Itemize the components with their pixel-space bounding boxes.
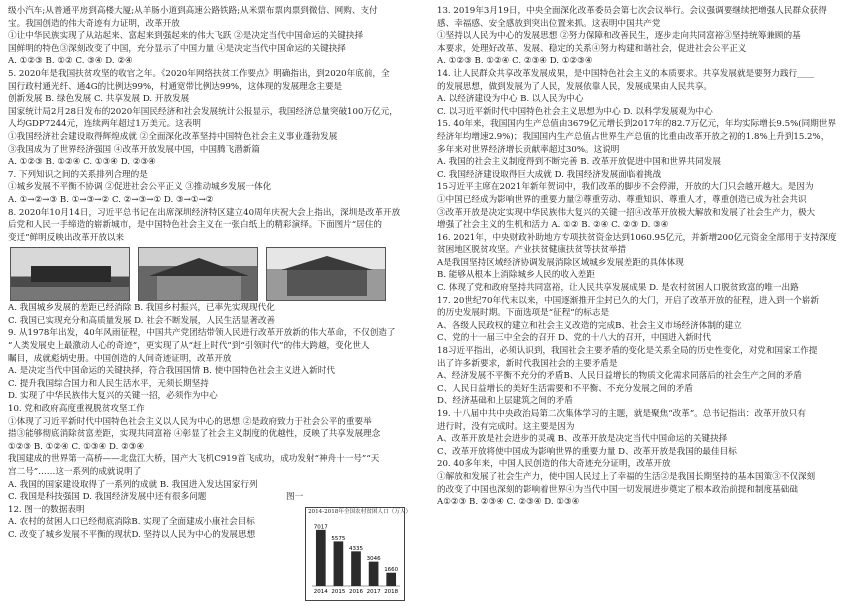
question-line: 的发展思想，做到发展为了人民，发展依靠人民，发展成果由人民共享。	[437, 81, 713, 92]
question-line: 宝。我国创造的伟大奇迹有力证明，改革开放	[8, 18, 180, 29]
question-line: 7. 下列知识之间的关系排列合理的是	[8, 169, 148, 180]
chart-bar	[351, 551, 361, 586]
question-line: 多年来对世界经济增长贡献率超过30%。这说明	[437, 144, 620, 155]
question-line: A、经济发展不平衡不充分的矛盾B、人民日益增长的物质文化需求同落后的社会生产之间的矛盾	[437, 371, 802, 382]
poverty-bar-chart	[305, 507, 412, 601]
question-line: A. 农村的贫困人口已经彻底消除B. 实现了全面建成小康社会目标	[8, 517, 255, 528]
question-line: ①中国已经成为影响世界的重要力量②尊重劳动、尊重知识、尊重人才，尊重创造已成为社会共识	[437, 194, 807, 205]
question-line: 出了许多新要求，新时代我国社会的主要矛盾是	[437, 358, 618, 369]
question-line: 15习近平主席在2021年新年贺词中，我们改革的脚步不会停滞，开放的大门只会越开越大。是因为	[437, 182, 814, 193]
chart-data-label: 3046	[366, 556, 381, 563]
question-line: A、各级人民政权的建立和社会主义改造的完成B、社会主义市场经济体制的建立	[437, 320, 742, 331]
question-line: 的改变了中国也深刻的影响着世界④为当代中国一切发展进步奠定了根本政治前提和制度基础础	[437, 484, 798, 495]
question-line: ①我国经济社会建设取得辉煌成就 ②全面深化改革坚持中国特色社会主义事业蓬勃发展	[8, 131, 338, 142]
question-line: 的历史发展时期。下面选项是“征程”的标志是	[437, 308, 610, 319]
question-line: 我国建成的世界第一高桥——北盘江大桥，国产大飞机C919首飞成功，成功发射“神舟十一号”“天	[8, 454, 380, 465]
question-line: 20. 40多年来，中国人民创造的伟大奇迹充分证明，改革开放	[437, 459, 671, 470]
question-line: 创新发展 B. 绿色发展 C. 共享发展 D. 开放发展	[8, 94, 190, 105]
question-line: A. 我国城乡发展的差距已经消除 B. 我国乡村振兴，已率先实现现代化	[8, 303, 275, 314]
question-line: 国家统计局2月28日发布的2020年国民经济和社会发展统计公报显示，我国经济总量突破100万亿元，	[8, 106, 398, 117]
question-line: A是我国坚持区域经济协调发展消除区域城乡发展差距的具体体现	[437, 257, 684, 268]
question-line: C. 我国已实现充分和高质量发展 D. 社会不断发展，人民生活显著改善	[8, 315, 276, 326]
question-line: 进行时，没有完成时。这主要是因为	[437, 421, 575, 432]
question-line: A. ①②③ B. ①②④ C. ①③④ D. ②③④	[8, 157, 156, 168]
question-line: C. 体现了党和政府坚持共同富裕，让人民共享发展成果 D. 是农村贫困人口脱贫致富的唯一出路	[437, 283, 799, 294]
housing-change-photos	[10, 247, 418, 299]
question-line: ①解放和发展了社会生产力，使中国人民过上了幸福的生活②是我国长期坚持的基本国策③不仅深刻	[437, 471, 816, 482]
chart-title: 2014-2018年全国农村贫困人口（万人）	[308, 509, 412, 515]
chart-tick-label: 2015	[331, 589, 346, 595]
question-line: “人类发展史上最激动人心的奇迹”，更实现了从“赶上时代”到“引领时代”的伟大跨越，变化世人	[8, 341, 370, 352]
question-line: 16. 2021年，中央财政补助地方专项扶贫资金达到1060.95亿元，并新增200亿元资金全部用于支持深度	[437, 232, 837, 243]
question-line: A①②③ B. ②③④ C. ②③④ D. ①③④	[437, 497, 580, 508]
question-line: A. 我国的社会主义制度得到不断完善 B. 改革开放促进中国和世界共同发展	[437, 157, 721, 168]
chart-tick-label: 2017	[366, 589, 381, 595]
chart-data-label: 7017	[313, 524, 328, 531]
question-line: 经济年均增速2.9%)；我国国内生产总值占世界生产总值的比重由改革开放之初的1.8%上升到15.2%，	[437, 131, 830, 142]
question-line: 后党和人民一手缔造的崭新城市，是中国特色社会主义在一张白纸上的精彩演绎。下面图片“居住的	[8, 220, 382, 231]
chart-tick-label: 2016	[349, 589, 363, 595]
chart-data-label: 4335	[349, 545, 363, 552]
question-line: C. 提升我国综合国力和人民生活水平，无须长期坚持	[8, 378, 209, 389]
question-line: 17. 20世纪70年代末以来，中国逐渐推开尘封已久的大门，开启了改革开放的征程，进入到一个崭新	[437, 295, 820, 306]
question-line: 5. 2020年是我国扶贫攻坚的收官之年。《2020年网络扶贫工作要点》明确指出，到2020年底前，全	[8, 68, 390, 79]
question-line: 12. 图一的数据表明	[8, 504, 85, 515]
question-line: 瞩目，成就彪炳史册。中国创造的人间奇迹证明，改革开放	[8, 353, 232, 364]
chart-svg	[306, 518, 404, 600]
question-line: C、党的十一届三中全会的召开 D、党的十八大的召开，中国进入新时代	[437, 333, 712, 344]
question-line: ①坚持以人民为中心的发展思想 ②努力保障和改善民生，逐步走向共同富裕③坚持统筹兼顾的基	[437, 31, 801, 42]
chart-tick-label: 2018	[384, 589, 399, 595]
question-line: 9. 从1978年出发，40年风雨征程，中国共产党团结带领人民进行改革开放新的伟大革命，不仅创造了	[8, 328, 396, 339]
question-line: 人均GDP7244元，连续两年超过1万美元。这表明	[8, 119, 201, 130]
question-line: ①体现了习近平新时代中国特色社会主义以人民为中心的思想 ②是政府致力于社会公平的重要举	[8, 416, 372, 427]
question-line: 国行政村通光纤、通4G的比例达99%，村通宽带比例达99%，这体现的发展理念主要是	[8, 81, 343, 92]
chart-data-label: 1660	[384, 567, 399, 574]
question-line: 感、幸福感、安全感放到突出位置来抓。这表明中国共产党	[437, 18, 661, 29]
question-line: ①②③ B. ①②④ C. ①③④ D. ②③④	[8, 441, 145, 452]
question-line: 宫二号”……这一系列的成就说明了	[8, 467, 142, 477]
question-line: A. 我国的国家建设取得了一系列的成就 B. 我国进入发达国家行列	[8, 479, 258, 490]
question-line: 国鲜明的特色③深刻改变了中国，充分显示了中国力量 ④是决定当代中国命运的关键抉择	[8, 43, 346, 54]
left-column	[8, 5, 418, 542]
chart-tick-label: 2014	[313, 589, 328, 595]
question-line: A. 是决定当代中国命运的关键抉择，符合我国国情 B. 使中国特色社会主义进入新时代	[8, 366, 335, 377]
question-line: A、改革开放是社会进步的灵魂 B、改革开放是决定当代中国命运的关键抉择	[437, 434, 728, 445]
question-line: A. 以经济建设为中心 B. 以人民为中心	[437, 94, 584, 105]
figure-label: 图一	[286, 492, 304, 503]
question-line: ③改革开放是决定实现中华民族伟大复兴的关键一招④改革开放极大解放和发展了社会生产力，极大	[437, 207, 816, 218]
question-line: A. ①②③ B. ①②④ C. ②③④ D. ①②③④	[437, 56, 593, 67]
old-house-photo	[10, 247, 130, 301]
new-house-photo	[266, 247, 386, 301]
right-column	[437, 5, 847, 509]
question-line: 增强了社会主义的生机和活力 A. ①② B. ②④ C. ②③ D. ③④	[437, 220, 669, 231]
question-line: 本要求，处理好改革、发展、稳定的关系④努力构建和谐社会，促进社会公平正义	[437, 43, 747, 54]
chart-data-label: 5575	[331, 535, 346, 542]
question-line: 19. 十八届中共中央政治局第二次集体学习的主题，就是聚焦“改革”。总书记指出：改革开放只有	[437, 409, 806, 419]
question-line: 级小汽车;从普通平房到高楼大厦;从羊肠小道到高速公路铁路;从米票布票肉票到微信、网购、支付	[8, 6, 378, 16]
question-line: 8. 2020年10月14日，习近平总书记在出席深圳经济特区建立40周年庆祝大会上指出，深圳是改革开放	[8, 207, 401, 218]
question-line: 10. 党和政府高度重视脱贫攻坚工作	[8, 404, 145, 415]
question-line: A. ①②③ B. ①② C. ③④ D. ②④	[8, 56, 133, 67]
chart-bar	[334, 541, 344, 586]
question-line: ①让中华民族实现了从站起来、富起来到强起来的伟大飞跃 ②是决定当代中国命运的关键抉择	[8, 31, 364, 42]
chart-bar	[386, 573, 396, 586]
question-line: 14. 让人民群众共享改革发展成果，是中国特色社会主义的本质要求。共享发展就是要努力践行____	[437, 68, 815, 79]
brick-house-photo	[138, 247, 258, 301]
question-line: C、人民日益增长的美好生活需要和不平衡、不充分发展之间的矛盾	[437, 383, 693, 394]
question-line: C. 以习近平新时代中国特色社会主义思想为中心 D. 以科学发展观为中心	[437, 106, 713, 117]
question-line: B. 能够从根本上消除城乡人民的收入差距	[437, 270, 595, 281]
question-line: 13. 2019年3月19日，中央全面深化改革委员会第七次会议举行。会议强调要继续把增强人民群众获得	[437, 6, 827, 16]
chart-bar	[316, 530, 326, 586]
question-line: A. ①→②→③ B. ①→③→② C. ②→③→① D. ③→①→②	[8, 194, 214, 205]
question-line: C. 改变了城乡发展不平衡的现状D. 坚持以人民为中心的发展思想	[8, 529, 256, 540]
question-line: 18习近平指出，必须认识到，我国社会主要矛盾的变化是关系全局的历史性变化，对党和国家工作提	[437, 346, 818, 357]
question-line: ③我国成为了世界经济强国 ④改革开放发展中国，中国腾飞潜新篇	[8, 144, 260, 155]
question-line: 变迁”鲜明反映出改革开放以来	[8, 232, 125, 243]
question-line: D. 实现了中华民族伟大复兴的关键一招，必须作为中心	[8, 391, 218, 402]
question-line: 贫困地区脱贫攻坚。产业扶贫健康扶贫等扶贫举措	[437, 245, 627, 256]
question-line: D、经济基础和上层建筑之间的矛盾	[437, 396, 573, 407]
question-line: ①城乡发展不平衡不协调 ②促进社会公平正义 ③推动城乡发展一体化	[8, 182, 272, 193]
question-line: C. 我国是科技强国 D. 我国经济发展中还有很多问题 图一	[8, 492, 304, 503]
chart-bar	[369, 562, 379, 586]
question-line: C、改革开放将使中国成为影响世界的重要力量 D、改革开放是我国的最佳目标	[437, 446, 737, 457]
question-line: 15. 40年来，我国国内生产总值由3679亿元增长到2017年的82.7万亿元，年均实际增长9.5%(同期世界	[437, 119, 836, 130]
question-line: 措③能够彻底消除贫富差距，实现共同富裕 ④彰显了社会主义制度的优越性，反映了共享发展理念	[8, 429, 381, 440]
question-line: C. 我国经济建设取得巨大成就 D. 我国经济发展面临着挑战	[437, 169, 662, 180]
